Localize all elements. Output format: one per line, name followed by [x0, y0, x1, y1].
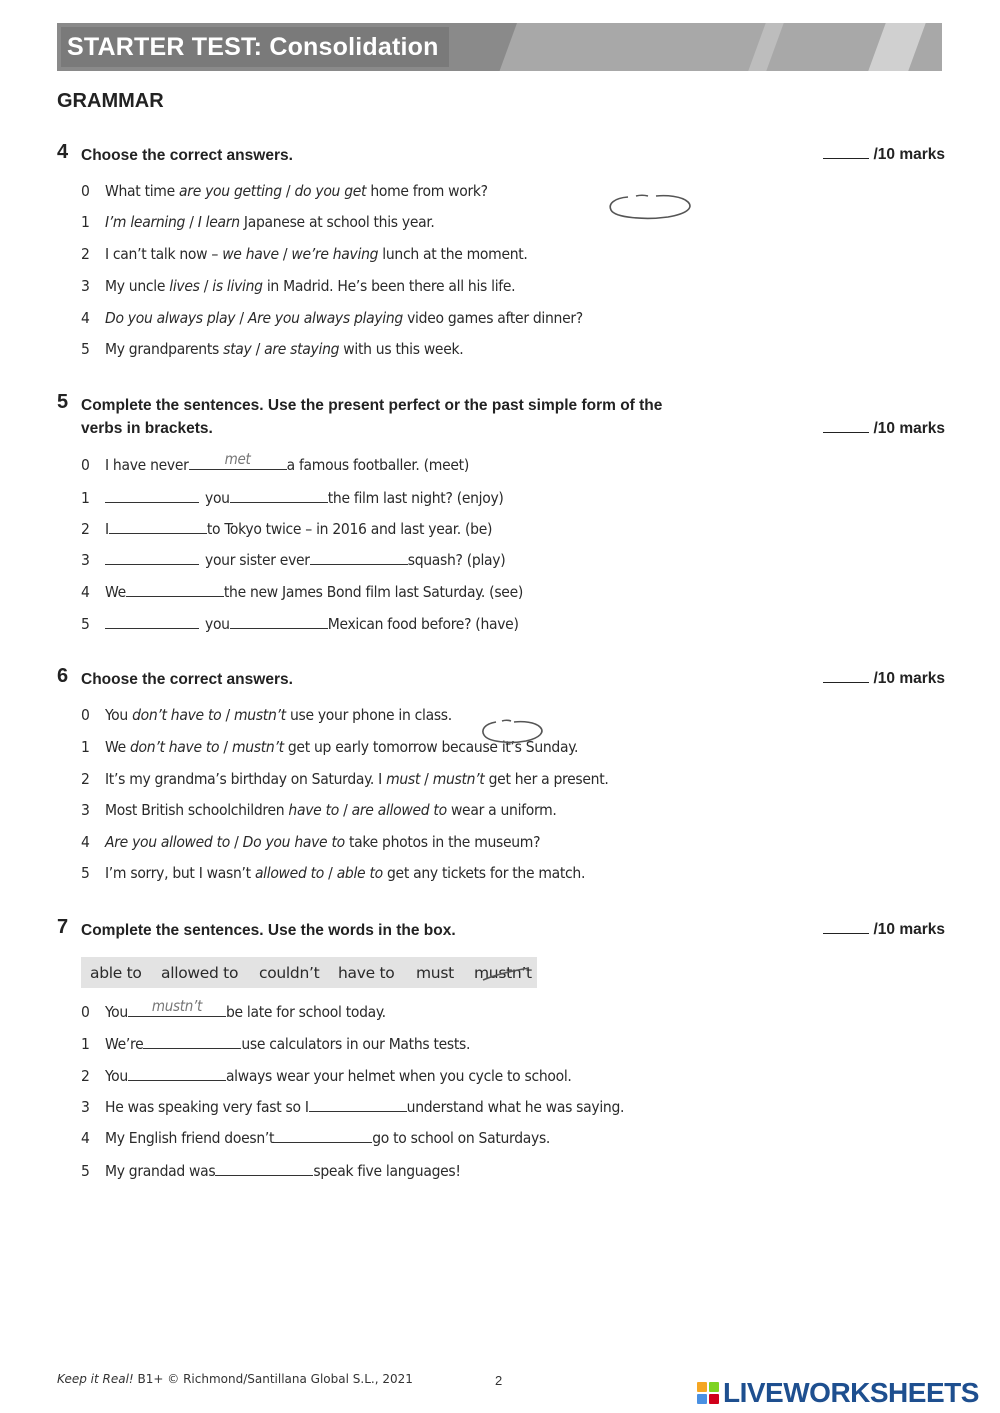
answer-blank[interactable] — [109, 519, 207, 534]
word-option: must — [416, 964, 454, 982]
exercise-number: 5 — [57, 391, 69, 413]
question-item: 0 You don’t have to / mustn’t use your phone in class. — [81, 706, 452, 724]
exercise-instruction: Complete the sentences. Use the words in the box. — [81, 922, 456, 939]
option-a[interactable]: are you getting — [179, 182, 282, 200]
answer-blank[interactable] — [309, 1097, 407, 1112]
exercise-number: 6 — [57, 665, 69, 687]
page-title: STARTER TEST: Consolidation — [61, 27, 449, 67]
answer-blank[interactable]: mustn’t — [128, 1002, 226, 1017]
option-b[interactable]: mustn’t — [432, 770, 485, 788]
question-item: 1 you the film last night? (enjoy) — [81, 489, 504, 507]
question-item: 0 What time are you getting / do you get home from work? — [81, 182, 488, 200]
option-b[interactable]: Do you have to — [242, 833, 345, 851]
question-item: 4 My English friend doesn’t go to school on Saturdays. — [81, 1129, 551, 1147]
section-title: GRAMMAR — [57, 90, 164, 112]
word-option: couldn’t — [259, 964, 320, 982]
word-option: mustn’t — [474, 964, 532, 982]
question-item: 3 He was speaking very fast so I understand what he was saying. — [81, 1098, 625, 1116]
marks-field[interactable]: /10 marks — [823, 418, 945, 438]
word-option: able to — [90, 964, 142, 982]
question-item: 4 Are you allowed to / Do you have to take photos in the museum? — [81, 833, 541, 851]
question-item: 4 We the new James Bond film last Saturday. (see) — [81, 583, 523, 601]
exercise-number: 7 — [57, 916, 69, 938]
question-item: 5 My grandad was speak five languages! — [81, 1162, 461, 1180]
option-b[interactable]: is living — [212, 277, 263, 295]
option-a[interactable]: I’m learning — [105, 213, 186, 231]
word-box — [81, 957, 537, 988]
option-b[interactable]: mustn’t — [231, 738, 284, 756]
question-item: 1 We don’t have to / mustn’t get up early tomorrow because it’s Sunday. — [81, 738, 579, 756]
option-a[interactable]: Are you allowed to — [105, 833, 231, 851]
strike-mark — [481, 965, 533, 985]
option-b[interactable]: able to — [336, 864, 383, 882]
liveworksheets-logo[interactable] — [697, 1376, 979, 1410]
header-bar — [57, 23, 942, 71]
answer-blank[interactable] — [105, 614, 199, 629]
question-item: 1 I’m learning / I learn Japanese at school this year. — [81, 213, 435, 231]
option-b[interactable]: I learn — [197, 213, 240, 231]
question-item: 2 I to Tokyo twice – in 2016 and last year. (be) — [81, 520, 493, 538]
exercise-5 — [57, 391, 947, 442]
question-item: 5 My grandparents stay / are staying with us this week. — [81, 340, 464, 358]
exercise-4 — [57, 141, 947, 168]
answer-circle-mark — [606, 190, 696, 224]
page-number: 2 — [495, 1373, 503, 1388]
answer-blank[interactable] — [274, 1128, 372, 1143]
option-a[interactable]: stay — [223, 340, 252, 358]
option-b[interactable]: are staying — [264, 340, 340, 358]
exercise-instruction: Choose the correct answers. — [81, 147, 293, 164]
answer-blank[interactable] — [230, 488, 328, 503]
marks-field[interactable]: /10 marks — [823, 919, 945, 939]
option-b[interactable]: we’re having — [291, 245, 379, 263]
answer-blank[interactable] — [230, 614, 328, 629]
logo-icon — [697, 1382, 719, 1404]
question-item: 3 Most British schoolchildren have to / are allowed to wear a uniform. — [81, 801, 557, 819]
answer-blank[interactable] — [215, 1161, 313, 1176]
question-item: 0 I have never met a famous footballer. (meet) — [81, 450, 469, 474]
answer-blank[interactable] — [143, 1034, 241, 1049]
question-item: 4 Do you always play / Are you always playing video games after dinner? — [81, 309, 583, 327]
question-item: 3 your sister ever squash? (play) — [81, 551, 506, 569]
answer-blank[interactable] — [105, 488, 199, 503]
option-a[interactable]: lives — [169, 277, 200, 295]
option-a[interactable]: Do you always play — [105, 309, 236, 327]
exercise-7 — [57, 916, 947, 943]
footer-copyright: Keep it Real! B1+ © Richmond/Santillana Global S.L., 2021 — [57, 1372, 413, 1386]
logo-text: LIVEWORKSHEETS — [723, 1377, 979, 1408]
option-b[interactable]: mustn’t — [234, 706, 286, 724]
answer-blank[interactable] — [126, 582, 224, 597]
word-option: have to — [338, 964, 395, 982]
answer-blank[interactable] — [128, 1066, 226, 1081]
word-option: allowed to — [161, 964, 239, 982]
answer-blank[interactable] — [310, 550, 408, 565]
question-item: 5 I’m sorry, but I wasn’t allowed to / able to get any tickets for the match. — [81, 864, 586, 882]
option-a[interactable]: allowed to — [254, 864, 325, 882]
question-item: 5 you Mexican food before? (have) — [81, 615, 519, 633]
marks-field[interactable]: /10 marks — [823, 144, 945, 164]
question-item: 1 We’re use calculators in our Maths tests. — [81, 1035, 471, 1053]
option-b[interactable]: Are you always playing — [247, 309, 403, 327]
question-item: 0 You mustn’t be late for school today. — [81, 997, 386, 1021]
question-item: 2 It’s my grandma’s birthday on Saturday. I must / mustn’t get her a present. — [81, 770, 609, 788]
question-item: 2 You always wear your helmet when you cycle to school. — [81, 1067, 572, 1085]
exercise-instruction: Complete the sentences. Use the present perfect or the past simple form of the verbs in brackets. — [81, 397, 663, 437]
option-a[interactable]: don’t have to — [132, 706, 222, 724]
question-item: 2 I can’t talk now – we have / we’re having lunch at the moment. — [81, 245, 528, 263]
option-b[interactable]: are allowed to — [351, 801, 447, 819]
answer-blank[interactable]: met — [189, 455, 287, 470]
option-a[interactable]: don’t have to — [130, 738, 220, 756]
answer-blank[interactable] — [105, 550, 199, 565]
option-b[interactable]: do you get — [294, 182, 367, 200]
option-a[interactable]: we have — [222, 245, 279, 263]
question-item: 3 My uncle lives / is living in Madrid. He’s been there all his life. — [81, 277, 516, 295]
exercise-number: 4 — [57, 141, 69, 163]
answer-circle-mark — [478, 716, 548, 748]
marks-field[interactable]: /10 marks — [823, 668, 945, 688]
option-a[interactable]: must — [386, 770, 421, 788]
exercise-instruction: Choose the correct answers. — [81, 671, 293, 688]
exercise-6 — [57, 665, 947, 692]
option-a[interactable]: have to — [288, 801, 339, 819]
